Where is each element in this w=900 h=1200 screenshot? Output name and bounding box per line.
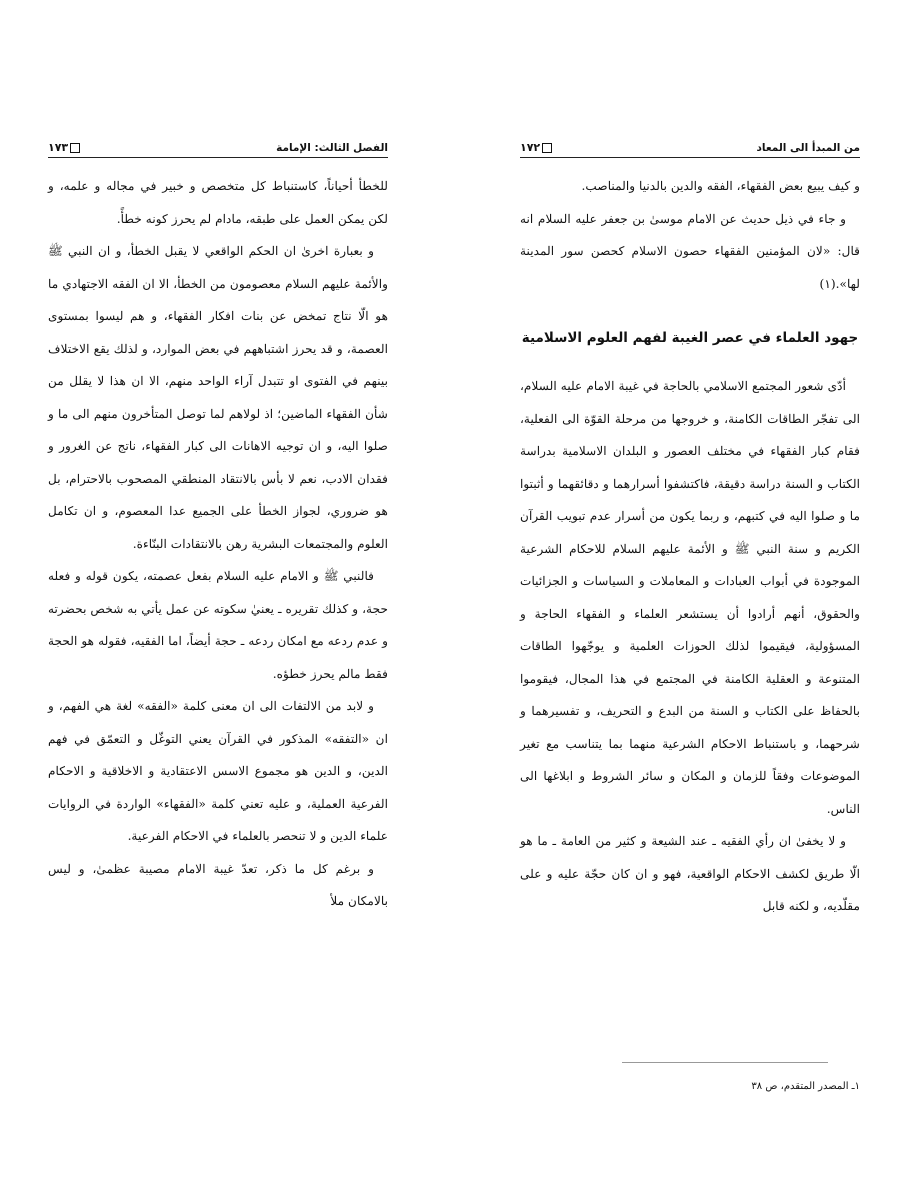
right-header-title: من المبدأ الى المعاد — [756, 142, 860, 154]
square-icon — [542, 143, 552, 153]
left-body-text — [48, 170, 388, 918]
right-page-number-text: ١٧٢ — [520, 141, 541, 154]
left-paragraph-3: فالنبي ﷺ و الامام عليه السلام بفعل عصمته، يكون قوله و فعله حجة، و كذلك تقريره ـ يعنيٰ سكوته عن عمل يأتي به شخص بحضرته و عدم ردعه مع امكان ردعه ـ حجة أيضاً، اما الفقيه، فقوله هو الحجة فقط مالم يحرز خطؤه. — [48, 569, 388, 681]
right-paragraph-2: و جاء في ذيل حديث عن الامام موسىٰ بن جعفر عليه السلام انه قال: «لان المؤمنين الفقهاء حصون الاسلام كحصن سور المدينة لها».(١) — [520, 211, 860, 291]
right-paragraph-4: و لا يخفىٰ ان رأي الفقيه ـ عند الشيعة و كثير من العامة ـ ما هو الّا طريق لكشف الاحكام الواقعية، فهو و ان كان حجّة عليه و على مقلّديه، و لكنه قابل — [520, 834, 860, 913]
right-paragraph-1: و كيف يبيع بعض الفقهاء، الفقه والدين بالدنيا والمناصب. — [581, 179, 860, 193]
left-paragraph-1: للخطأ أحياناً، كاستنباط كل متخصص و خبير في مجاله و علمه، و لكن يمكن العمل على طبقه، مادام لم يحرز كونه خطأً. — [48, 179, 388, 226]
footnote-divider — [622, 1062, 828, 1063]
left-running-head — [48, 136, 388, 158]
left-page-number — [48, 141, 80, 154]
footnote: ١ـ المصدر المتقدم، ص ٣٨ — [751, 1081, 860, 1092]
left-paragraph-5: و برغم كل ما ذكر، تعدّ غيبة الامام مصيبة عظمىٰ، و ليس بالامكان ملأ — [48, 861, 388, 908]
left-header-title: الفصل الثالث: الإمامة — [276, 142, 388, 154]
right-page — [520, 136, 860, 923]
left-page — [48, 136, 388, 918]
right-body-text — [520, 170, 860, 923]
left-paragraph-2: و بعبارة اخرىٰ ان الحكم الواقعي لا يقبل الخطأ، و ان النبي ﷺ والأئمة عليهم السلام معصومون من الخطأ، الا ان الفقه الاجتهادي ما هو الّا نتاج تمخض عن بنات افكار الفقهاء، و هم ليسوا بمستوى العصمة، و قد يحرز اشتباههم في بعض الموارد، و لذلك يقع الاختلاف بينهم في الفتوى او تتبدل آراء الواحد منهم، الا ان هذا لا يقلل من شأن الفقهاء الماضين؛ اذ لولاهم لما توصل المتأخرون منهم الى ما و صلوا اليه، و ان توجيه الاهانات الى كبار الفقهاء، ناتج عن الغرور و فقدان الادب، نعم لا بأس بالانتقاد المنطقي المصحوب بالاحترام، بل هو ضروري، لجواز الخطأ على الجميع عدا المعصوم، و ان تكامل العلوم والمجتمعات البشرية رهن بالانتقادات البنّاءة. — [48, 244, 388, 551]
right-paragraph-3: أدّى شعور المجتمع الاسلامي بالحاجة في غيبة الامام عليه السلام، الى تفجّر الطاقات الكامنة، و خروجها من مرحلة القوّة الى الفعلية، فقام كبار الفقهاء في مختلف العصور و البلدان الاسلامية بدراسة الكتاب و السنة دراسة دقيقة، فاكتشفوا أسرارهما و دقائقهما و أثبتوا ما و صلوا اليه في كتبهم، و ربما يكون من أسرار عدم تبويب القرآن الكريم و سنة النبي ﷺ و الأئمة عليهم السلام للاحكام الشرعية الموجودة في أبواب العبادات و المعاملات و السياسات و الجزائيات والحقوق، أنهم أرادوا أن يستشعر العلماء و الفقهاء الحاجة و المسؤولية، فيقيموا لذلك الحوزات العلمية و يوجّهوا الطاقات المتنوعة و العقلية الكامنة في المجتمع في هذا المجال، فيقوموا بالحفاظ على الكتاب و السنة من البدع و التحريف، و تفسيرهما و شرحهما، و باستنباط الاحكام الشرعية منهما بما يتناسب مع تغير الموضوعات وفقاً للزمان و المكان و سائر الشروط و ابلاغها الى الناس. — [520, 379, 860, 816]
left-page-number-text: ١٧٣ — [48, 141, 69, 154]
square-icon — [70, 143, 80, 153]
right-running-head — [520, 136, 860, 158]
section-heading: جهود العلماء في عصر الغيبة لفهم العلوم الاسلامية — [521, 330, 859, 346]
right-page-number — [520, 141, 552, 154]
left-paragraph-4: و لابد من الالتفات الى ان معنى كلمة «الفقه» لغة هي الفهم، و ان «التفقه» المذكور في القرآن يعني التوغّل و التعمّق في فهم الدين، و الدين هو مجموع الاسس الاعتقادية و الاخلاقية و الاحكام الفرعية العملية، و عليه تعني كلمة «الفقهاء» الواردة في الروايات علماء الدين و لا تنحصر بالعلماء في الاحكام الفرعية. — [48, 699, 388, 843]
